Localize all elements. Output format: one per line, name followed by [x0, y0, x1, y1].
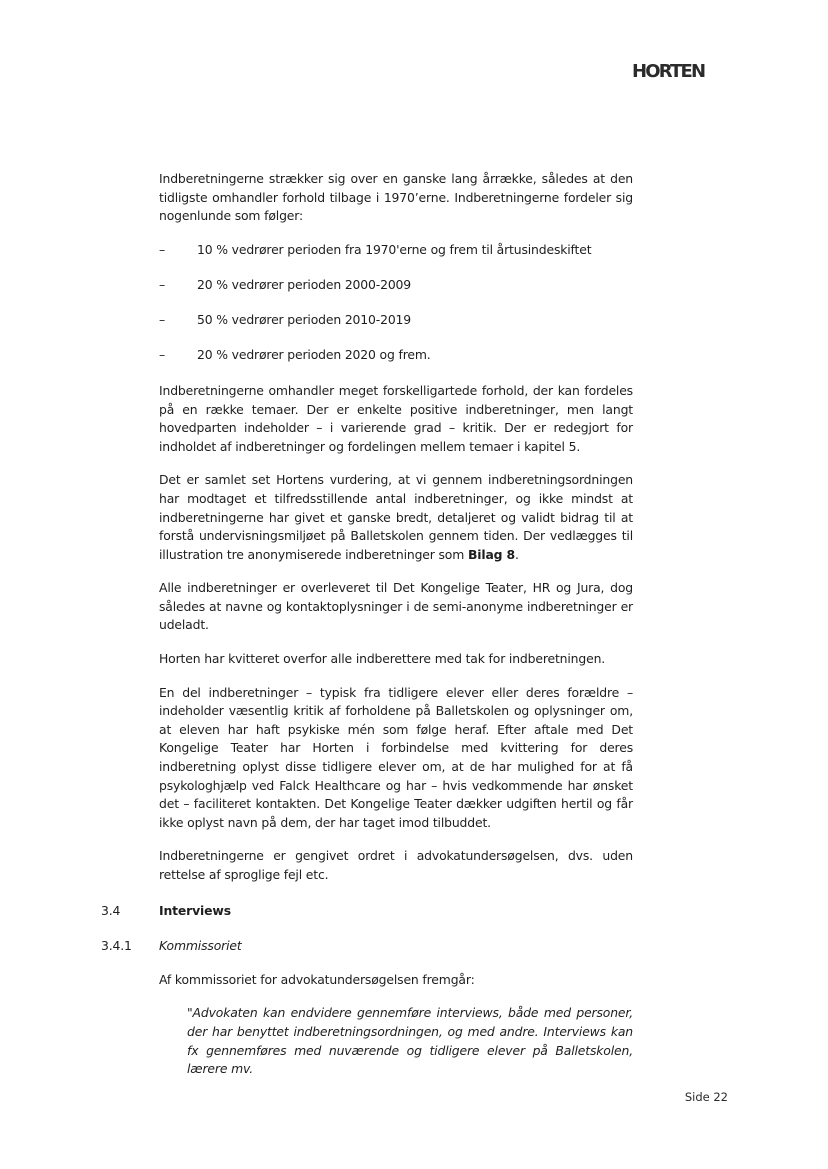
- paragraph-text: .: [515, 546, 519, 562]
- horten-logo-mark: [632, 59, 720, 83]
- dash-bullet: –: [159, 347, 166, 363]
- page-number: Side 22: [684, 1090, 728, 1104]
- list-item: [159, 241, 633, 260]
- paragraph-commission-intro: Af kommissoriet for advokatundersøgelsen fremgår:: [159, 971, 475, 987]
- bilag-reference: Bilag 8: [467, 546, 516, 562]
- dash-bullet: –: [159, 276, 166, 292]
- list-item: [159, 311, 633, 330]
- list-item-text: 20 % vedrører perioden 2000-2009: [197, 276, 412, 292]
- paragraph-assessment: [159, 471, 633, 564]
- list-item-text: 20 % vedrører perioden 2020 og frem.: [197, 347, 431, 363]
- list-item: [159, 346, 633, 365]
- period-distribution-list: [159, 241, 633, 365]
- dash-bullet: –: [159, 312, 166, 328]
- document-body: [101, 170, 633, 1094]
- paragraph-themes: Indberetningerne omhandler meget forskelligartede forhold, der kan fordeles på en række temaer. Der er enkelte positive indberetninger, men langt hovedparten indeholder – i varierende grad – kritik. Der er redegjort for indholdet af indberetninger og fordelingen mellem temaer i kapitel 5.: [159, 382, 633, 454]
- section-number: 3.4: [101, 902, 121, 918]
- paragraph-verbatim: Indberetningerne er gengivet ordret i advokatundersøgelsen, dvs. uden rettelse af sproglige fejl etc.: [159, 848, 633, 882]
- logo-text: HORTEN: [632, 61, 705, 82]
- list-item-text: 10 % vedrører perioden fra 1970'erne og frem til årtusindeskiftet: [197, 241, 592, 257]
- horten-logo: [632, 59, 720, 83]
- dash-bullet: –: [159, 241, 166, 257]
- paragraph-psychologist-help: En del indberetninger – typisk fra tidligere elever eller deres forældre – indeholder væsentlig kritik af forholdene på Balletskolen og oplysninger om, at eleven har haft psykiske mén som følge heraf. Efter aftale med Det Kongelige Teater har Horten i forbindelse med kvittering for deres indberetning oplyst disse tidligere elever om, at de har mulighed for at få psykologhjælp ved Falck Healthcare og har – hvis vedkommende har ønsket det – faciliteret kontakten. Det Kongelige Teater dækker udgiften hertil og får ikke oplyst navn på dem, der har taget imod tilbuddet.: [159, 684, 633, 830]
- intro-paragraph: Indberetningerne strækker sig over en ganske lang årrække, således at den tidligste omhandler forhold tilbage i 1970’erne. Indberetningerne fordeler sig nogenlunde som følger:: [159, 171, 633, 224]
- list-item: [159, 276, 633, 295]
- paragraph-receipt: Horten har kvitteret overfor alle indberettere med tak for indberetningen.: [159, 651, 606, 667]
- commission-quote: "Advokaten kan endvidere gennemføre interviews, både med personer, der har benyttet indberetningsordningen, og med andre. Interviews kan fx gennemføres med nuværende og tidligere elever på Balletskolen, lærere mv.: [187, 1005, 633, 1077]
- section-heading-3-4-1: [101, 937, 633, 956]
- section-heading-3-4: [101, 902, 633, 921]
- section-title: Interviews: [159, 902, 231, 918]
- list-item-text: 50 % vedrører perioden 2010-2019: [197, 312, 412, 328]
- section-title: Kommissoriet: [159, 938, 242, 954]
- section-number: 3.4.1: [101, 938, 132, 954]
- paragraph-handover: Alle indberetninger er overleveret til Det Kongelige Teater, HR og Jura, dog således at navne og kontaktoplysninger i de semi-anonyme indberetninger er udeladt.: [159, 580, 633, 633]
- paragraph-text: Det er samlet set Hortens vurdering, at vi gennem indberetningsordningen har modtaget et tilfredsstillende antal indberetninger, og ikke mindst at indberetningerne har givet et ganske bredt, detaljeret og validt bidrag til at forstå undervisningsmiljøet på Balletskolen gennem tiden. Der vedlægges til illustration tre anonymiserede indberetninger som: [159, 472, 633, 562]
